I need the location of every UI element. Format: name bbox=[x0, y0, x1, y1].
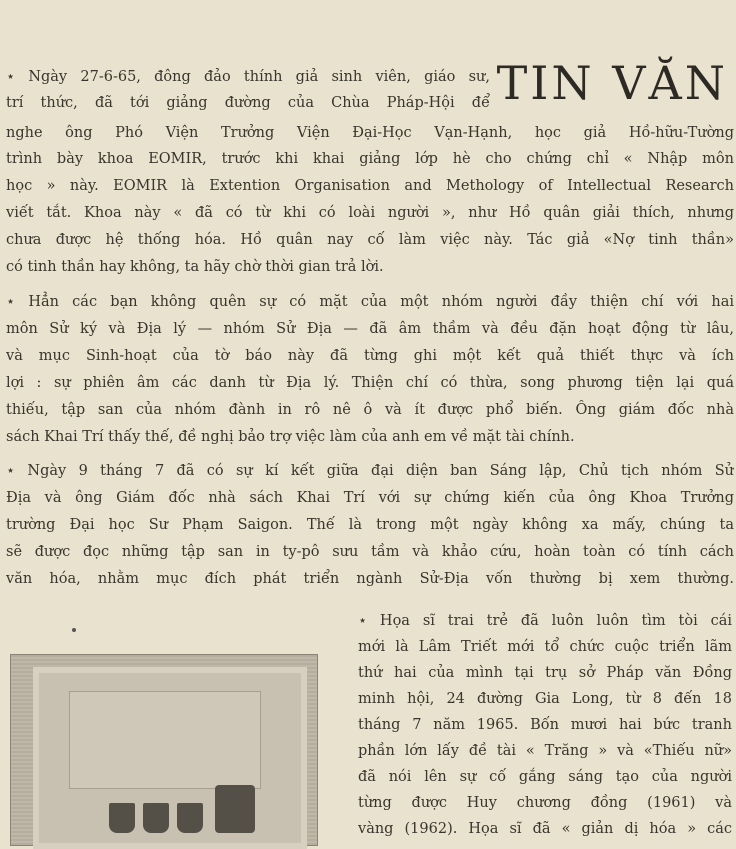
paragraph4-line: tháng 7 năm 1965. Bốn mươi hai bức tranh bbox=[358, 717, 732, 733]
cup-shape bbox=[109, 803, 135, 833]
page-title: TIN VĂN bbox=[496, 56, 728, 110]
painting-photograph bbox=[10, 654, 318, 846]
paragraph1-line: viết tắt. Khoa này « đã có từ khi có loài người », như Hồ quân giải thích, nhưng bbox=[6, 205, 734, 221]
paragraph4-line: từng được Huy chương đồng (1961) và bbox=[358, 795, 732, 811]
painting-frame bbox=[33, 667, 307, 849]
paragraph2-line: và mục Sinh-hoạt của tờ báo này đã từng ghi một kết quả thiết thực và ích bbox=[6, 348, 734, 364]
paragraph4-line: minh hội, 24 đường Gia Long, từ 8 đến 18 bbox=[358, 691, 732, 707]
paragraph1-line: ⋆ Ngày 27-6-65, đông đảo thính giả sinh viên, giáo sư, bbox=[6, 69, 490, 85]
paragraph4-line: mới là Lâm Triết mới tổ chức cuộc triển lãm bbox=[358, 639, 732, 655]
cup-shape bbox=[143, 803, 169, 833]
painting-canvas bbox=[69, 691, 261, 789]
paragraph4-line: phần lớn lấy đề tài « Trăng » và «Thiếu nữ» bbox=[358, 743, 732, 759]
paragraph1-line: học » này. EOMIR là Extention Organisation and Methology of Intellectual Research bbox=[6, 178, 734, 194]
cup-shape bbox=[177, 803, 203, 833]
paragraph3-line: Địa và ông Giám đốc nhà sách Khai Trí với sự chứng kiến của ông Khoa Trưởng bbox=[6, 490, 734, 506]
paragraph4-line: đã nói lên sự cố gắng sáng tạo của người bbox=[358, 769, 732, 785]
paragraph2-line: ⋆ Hẳn các bạn không quên sự có mặt của một nhóm người đầy thiện chí với hai bbox=[6, 294, 734, 310]
paragraph1-line: nghe ông Phó Viện Trưởng Viện Đại-Học Vạn-Hạnh, học giả Hồ-hữu-Tường bbox=[6, 125, 734, 141]
paragraph2-line: lợi : sự phiên âm các danh từ Địa lý. Thiện chí có thừa, song phương tiện lại quá bbox=[6, 375, 734, 391]
paragraph2-line: sách Khai Trí thấy thế, đề nghị bảo trợ việc làm của anh em về mặt tài chính. bbox=[6, 429, 575, 445]
paragraph3-line: sẽ được đọc những tập san in ty-pô sưu tầm và khảo cứu, hoàn toàn có tính cách bbox=[6, 544, 734, 560]
paragraph4-line: thứ hai của mình tại trụ sở Pháp văn Đồng bbox=[358, 665, 732, 681]
paragraph3-line: ⋆ Ngày 9 tháng 7 đã có sự kí kết giữa đại diện ban Sáng lập, Chủ tịch nhóm Sử bbox=[6, 463, 734, 479]
paragraph1-line: có tinh thần hay không, ta hãy chờ thời gian trả lời. bbox=[6, 259, 384, 275]
paragraph2-line: thiếu, tập san của nhóm đành in rô nê ô và ít được phổ biến. Ông giám đốc nhà bbox=[6, 402, 734, 418]
paragraph2-line: môn Sử ký và Địa lý — nhóm Sử Địa — đã âm thầm và đều đặn hoạt động từ lâu, bbox=[6, 321, 734, 337]
paragraph1-line: trí thức, đã tới giảng đường của Chùa Pháp-Hội để bbox=[6, 95, 490, 111]
pitcher-shape bbox=[215, 785, 255, 833]
paragraph3-line: trường Đại học Sư Phạm Saigon. Thế là trong một ngày không xa mấy, chúng ta bbox=[6, 517, 734, 533]
paragraph4-line: vàng (1962). Họa sĩ đã « giản dị hóa » các bbox=[358, 821, 732, 837]
paragraph1-line: chưa được hệ thống hóa. Hồ quân nay cố làm việc này. Tác giả «Nợ tinh thần» bbox=[6, 232, 734, 248]
ink-speck bbox=[72, 628, 76, 632]
paragraph1-line: trình bày khoa EOMIR, trước khi khai giảng lớp hè cho chứng chỉ « Nhập môn bbox=[6, 151, 734, 167]
paragraph3-line: văn hóa, nhằm mục đích phát triển ngành Sử-Địa vốn thường bị xem thường. bbox=[6, 571, 734, 587]
paragraph4-line: ⋆ Họa sĩ trai trẻ đã luôn luôn tìm tòi cái bbox=[358, 613, 732, 629]
